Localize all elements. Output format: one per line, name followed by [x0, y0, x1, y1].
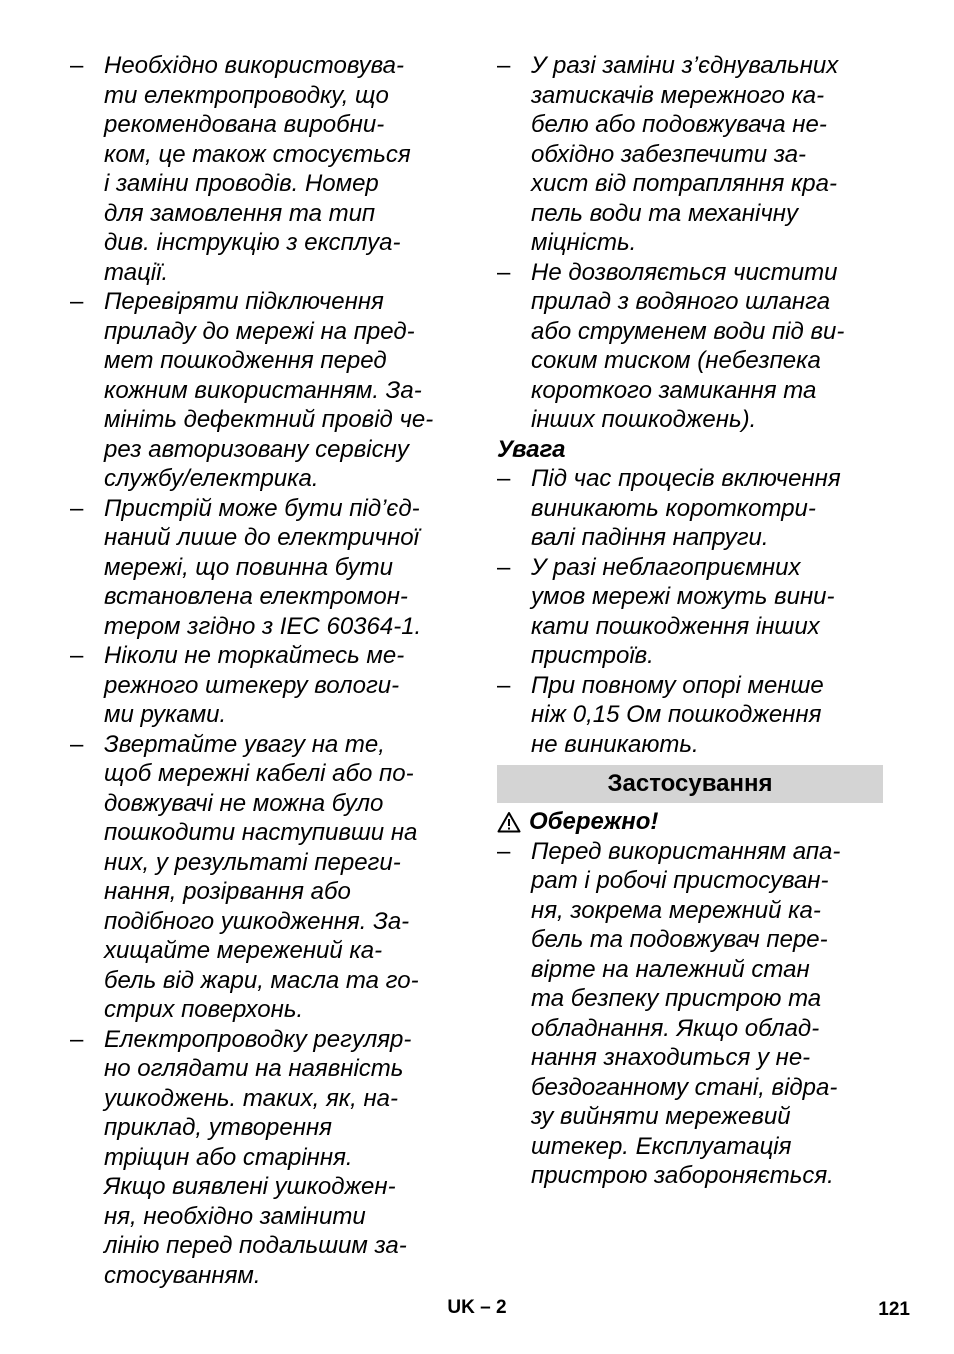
notice-label: Увага: [497, 435, 566, 463]
list-dash: –: [70, 288, 84, 315]
list-item-text: Під час процесів включення виникають короткотри- валі падіння напруги.: [531, 465, 841, 551]
list-item: [497, 553, 883, 671]
list-dash: –: [70, 52, 84, 79]
caution-label: Обережно!: [529, 808, 659, 835]
list-item: [497, 837, 883, 1191]
list-item-text: При повному опорі менше ніж 0,15 Ом пошкодження не виникають.: [531, 671, 824, 758]
list-item-text: Перед використанням апа- рат і робочі пристосуван- ня, зокрема мережний ка- бель та подовжувач пере- вірте на належний стан та безпеку пристрою та обладнання. Якщо облад- нання знаходиться у не- бездоганному стані, відра- зу вийняти мережевий штекер. Експлуатація пристрою забороняється.: [531, 837, 841, 1189]
list-item-text: У разі заміни з’єднувальних затискачів мережного ка- белю або подовжувача не- обхідно забезпечити за- хист від потрапляння кра- пель води та механічну міцність.: [531, 52, 839, 256]
list-dash: –: [70, 1025, 84, 1053]
list-item: [497, 671, 883, 760]
list-dash: –: [497, 465, 511, 492]
warning-triangle-icon: [497, 811, 521, 833]
list-item-text: Пристрій може бути під’єд- наний лише до електричної мережі, що повинна бути встановлена електромон- тером згідно з IEC 60364-1.: [104, 494, 422, 640]
right-column: [497, 51, 883, 1191]
list-item: [70, 1025, 465, 1291]
section-heading: Застосування: [497, 765, 883, 803]
list-dash: –: [497, 52, 511, 79]
list-item: [497, 258, 883, 435]
list-dash: –: [70, 642, 84, 669]
list-item: [497, 464, 883, 553]
list-item: [70, 641, 465, 730]
list-item-text: Звертайте увагу на те, щоб мережні кабелі або по- довжувачі не можна було пошкодити наступивши на них, у результаті переги- нання, розірвання або подібного ушкодження. За- хищайте мережений ка- бель від жари, масла та го- стрих поверхонь.: [104, 730, 419, 1023]
list-dash: –: [497, 258, 511, 286]
list-dash: –: [497, 553, 511, 581]
list-dash: –: [70, 494, 84, 522]
list-item-text: Електропроводку регуляр- но оглядати на наявність ушкоджень. таких, як, на- приклад, утворення тріщин або старіння. Якщо виявлені ушкоджен- ня, необхідно замінити лінію перед подальшим за- стосуванням.: [104, 1025, 412, 1289]
page-number: 121: [878, 1299, 910, 1320]
list-item-text: Ніколи не торкайтесь ме- режного штекеру вологи- ми руками.: [104, 642, 405, 728]
left-column: [70, 51, 465, 1290]
list-item: [70, 287, 465, 494]
list-dash: –: [497, 671, 511, 699]
list-item: [70, 730, 465, 1025]
list-item-text: У разі неблагоприємних умов мережі можуть вини- кати пошкодження інших пристроїв.: [531, 553, 835, 669]
list-item-text: Не дозволяється чистити прилад з водяного шланга або струменем води під ви- соким тиском (небезпека короткого замикання та інших пошкоджень).: [531, 258, 845, 433]
list-item: [70, 494, 465, 642]
list-item-text: Необхідно використовува- ти електропроводку, що рекомендована виробни- ком, це також стосується і заміни проводів. Номер для замовлення та тип див. інструкцію з експлуа- тації.: [104, 52, 411, 286]
list-dash: –: [70, 730, 84, 758]
list-item: [70, 51, 465, 287]
list-item-text: Перевіряти підключення приладу до мережі на пред- мет пошкодження перед кожним використанням. За- мініть дефектний провід че- рез авторизовану сервісну службу/електрика.: [104, 288, 434, 492]
caution-notice: [497, 807, 883, 837]
list-dash: –: [497, 837, 511, 865]
footer-section-code: UK – 2: [447, 1297, 507, 1318]
list-item: [497, 51, 883, 258]
